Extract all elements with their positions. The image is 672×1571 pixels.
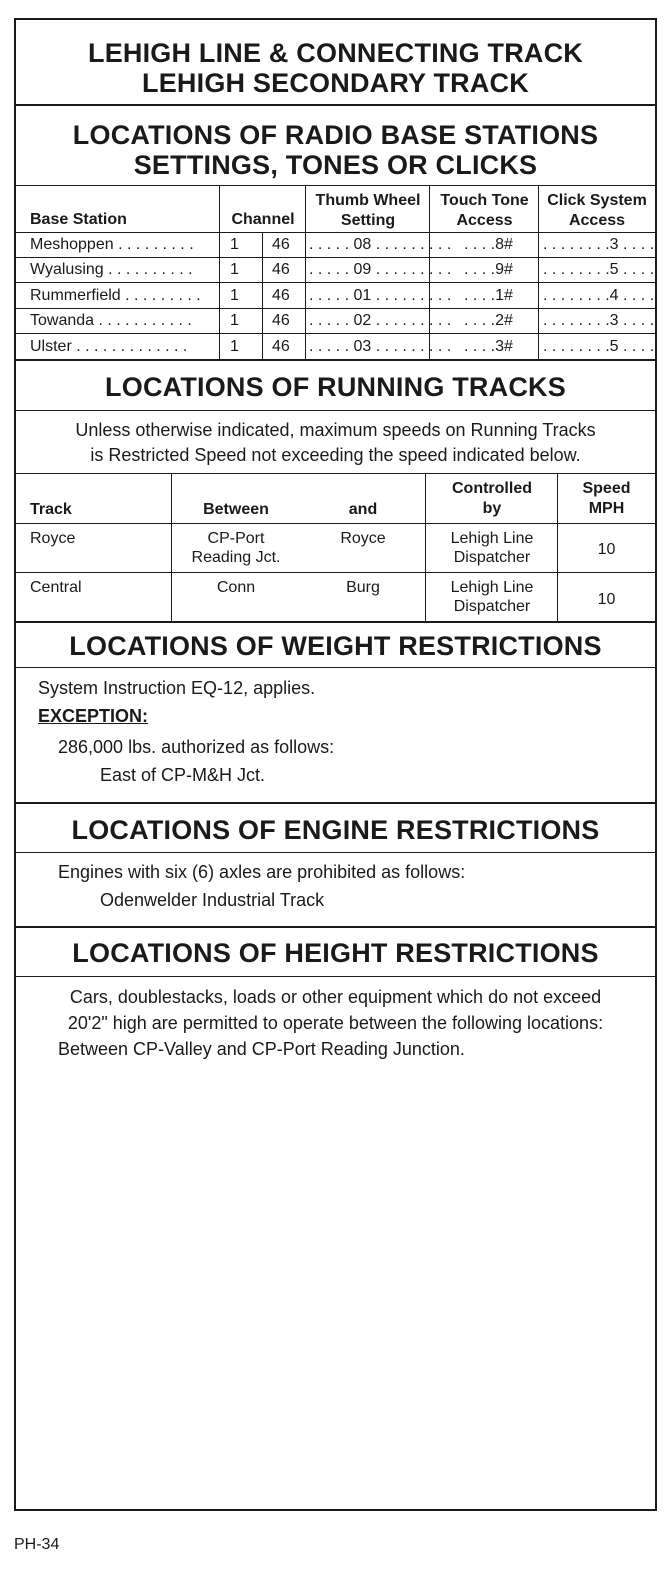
row-thumb: . . . . . 09 . . . . . . . . . — [309, 261, 452, 278]
divider — [16, 926, 655, 928]
row-click: . . . . . . . .5 . . . . — [543, 338, 655, 355]
engine-line-2: Odenwelder Industrial Track — [100, 890, 325, 910]
radio-header-touch-2: Access — [456, 212, 513, 229]
divider — [16, 185, 655, 186]
row-channel-a: 1 — [230, 338, 239, 355]
row-touch: . . . .1# — [464, 287, 513, 304]
radio-header-click-1: Click System — [547, 192, 647, 209]
row-speed: 10 — [597, 541, 616, 558]
divider — [16, 667, 655, 668]
row-track: Central — [30, 579, 82, 596]
row-touch: . . . .2# — [464, 312, 513, 329]
row-line — [16, 232, 655, 233]
row-touch: . . . .8# — [464, 236, 513, 253]
row-channel-a: 1 — [230, 236, 239, 253]
row-line — [16, 523, 655, 524]
radio-header-base-station: Base Station — [30, 211, 127, 228]
running-header-controlled-1: Controlled — [452, 480, 532, 497]
row-station: Meshoppen . . . . . . . . . — [30, 236, 194, 253]
height-heading: LOCATIONS OF HEIGHT RESTRICTIONS — [72, 938, 599, 968]
divider — [16, 852, 655, 853]
radio-header-thumb-2: Setting — [340, 212, 396, 229]
divider — [16, 621, 655, 623]
weight-line-2: 286,000 lbs. authorized as follows: — [58, 737, 335, 757]
row-channel-b: 46 — [272, 312, 290, 329]
engine-heading: LOCATIONS OF ENGINE RESTRICTIONS — [71, 815, 600, 845]
divider — [16, 359, 655, 361]
running-intro-line-2: is Restricted Speed not exceeding the speed indicated below. — [90, 445, 581, 465]
divider — [16, 410, 655, 411]
row-line — [16, 333, 655, 334]
running-heading: LOCATIONS OF RUNNING TRACKS — [105, 372, 566, 402]
row-station: Ulster . . . . . . . . . . . . . — [30, 338, 188, 355]
document-frame — [14, 18, 657, 1511]
row-channel-b: 46 — [272, 236, 290, 253]
row-thumb: . . . . . 02 . . . . . . . . . — [309, 312, 452, 329]
weight-line-3: East of CP-M&H Jct. — [100, 765, 266, 785]
row-line — [16, 572, 655, 573]
row-channel-b: 46 — [272, 287, 290, 304]
row-speed: 10 — [597, 591, 616, 608]
radio-header-thumb-1: Thumb Wheel — [315, 192, 421, 209]
row-click: . . . . . . . .5 . . . . — [543, 261, 655, 278]
column-line — [262, 232, 263, 359]
row-controlled-2: Dispatcher — [453, 598, 531, 615]
divider — [16, 104, 655, 106]
running-intro-line-1: Unless otherwise indicated, maximum speeds on Running Tracks — [75, 420, 596, 440]
row-line — [16, 282, 655, 283]
title-line-1: LEHIGH LINE & CONNECTING TRACK — [88, 38, 583, 68]
row-channel-a: 1 — [230, 312, 239, 329]
row-click: . . . . . . . .4 . . . . — [543, 287, 655, 304]
row-and: Burg — [346, 579, 380, 596]
weight-heading: LOCATIONS OF WEIGHT RESTRICTIONS — [69, 631, 602, 661]
running-header-controlled-2: by — [482, 500, 502, 517]
height-line-1: Cars, doublestacks, loads or other equipment which do not exceed — [69, 987, 602, 1007]
row-line — [16, 308, 655, 309]
row-between-1: Conn — [216, 579, 256, 596]
radio-header-click-2: Access — [568, 212, 626, 229]
row-channel-b: 46 — [272, 338, 290, 355]
row-click: . . . . . . . .3 . . . . — [543, 312, 655, 329]
row-click: . . . . . . . .3 . . . . — [543, 236, 655, 253]
row-station: Towanda . . . . . . . . . . . — [30, 312, 192, 329]
row-between-2: Reading Jct. — [191, 549, 281, 566]
row-station: Wyalusing . . . . . . . . . . — [30, 261, 193, 278]
row-touch: . . . .9# — [464, 261, 513, 278]
row-controlled-1: Lehigh Line — [450, 579, 534, 596]
row-touch: . . . .3# — [464, 338, 513, 355]
row-channel-a: 1 — [230, 261, 239, 278]
row-line — [16, 257, 655, 258]
row-between-1: CP-Port — [207, 530, 265, 547]
divider — [16, 473, 655, 474]
row-station: Rummerfield . . . . . . . . . — [30, 287, 201, 304]
divider — [16, 976, 655, 977]
engine-line-1: Engines with six (6) axles are prohibited as follows: — [58, 862, 466, 882]
row-channel-b: 46 — [272, 261, 290, 278]
radio-heading-1: LOCATIONS OF RADIO BASE STATIONS — [72, 120, 599, 150]
weight-line-1: System Instruction EQ-12, applies. — [38, 678, 316, 698]
row-track: Royce — [30, 530, 76, 547]
weight-exception-label: EXCEPTION: — [38, 706, 149, 726]
page-number: PH-34 — [14, 1536, 60, 1553]
radio-heading-2: SETTINGS, TONES OR CLICKS — [133, 150, 538, 180]
row-channel-a: 1 — [230, 287, 239, 304]
running-header-speed-1: Speed — [582, 480, 631, 497]
running-header-between: Between — [203, 501, 269, 518]
running-header-speed-2: MPH — [588, 500, 625, 517]
height-line-3: Between CP-Valley and CP-Port Reading Junction. — [58, 1039, 465, 1059]
height-line-2: 20'2" high are permitted to operate between the following locations: — [67, 1013, 604, 1033]
row-controlled-1: Lehigh Line — [450, 530, 534, 547]
running-header-and: and — [348, 501, 378, 518]
row-thumb: . . . . . 08 . . . . . . . . . — [309, 236, 452, 253]
row-thumb: . . . . . 01 . . . . . . . . . — [309, 287, 452, 304]
radio-header-touch-1: Touch Tone — [440, 192, 529, 209]
row-controlled-2: Dispatcher — [453, 549, 531, 566]
row-and: Royce — [340, 530, 386, 547]
divider — [16, 802, 655, 804]
row-thumb: . . . . . 03 . . . . . . . . . — [309, 338, 452, 355]
title-line-2: LEHIGH SECONDARY TRACK — [142, 68, 529, 98]
radio-header-channel: Channel — [231, 211, 295, 228]
running-header-track: Track — [30, 501, 72, 518]
